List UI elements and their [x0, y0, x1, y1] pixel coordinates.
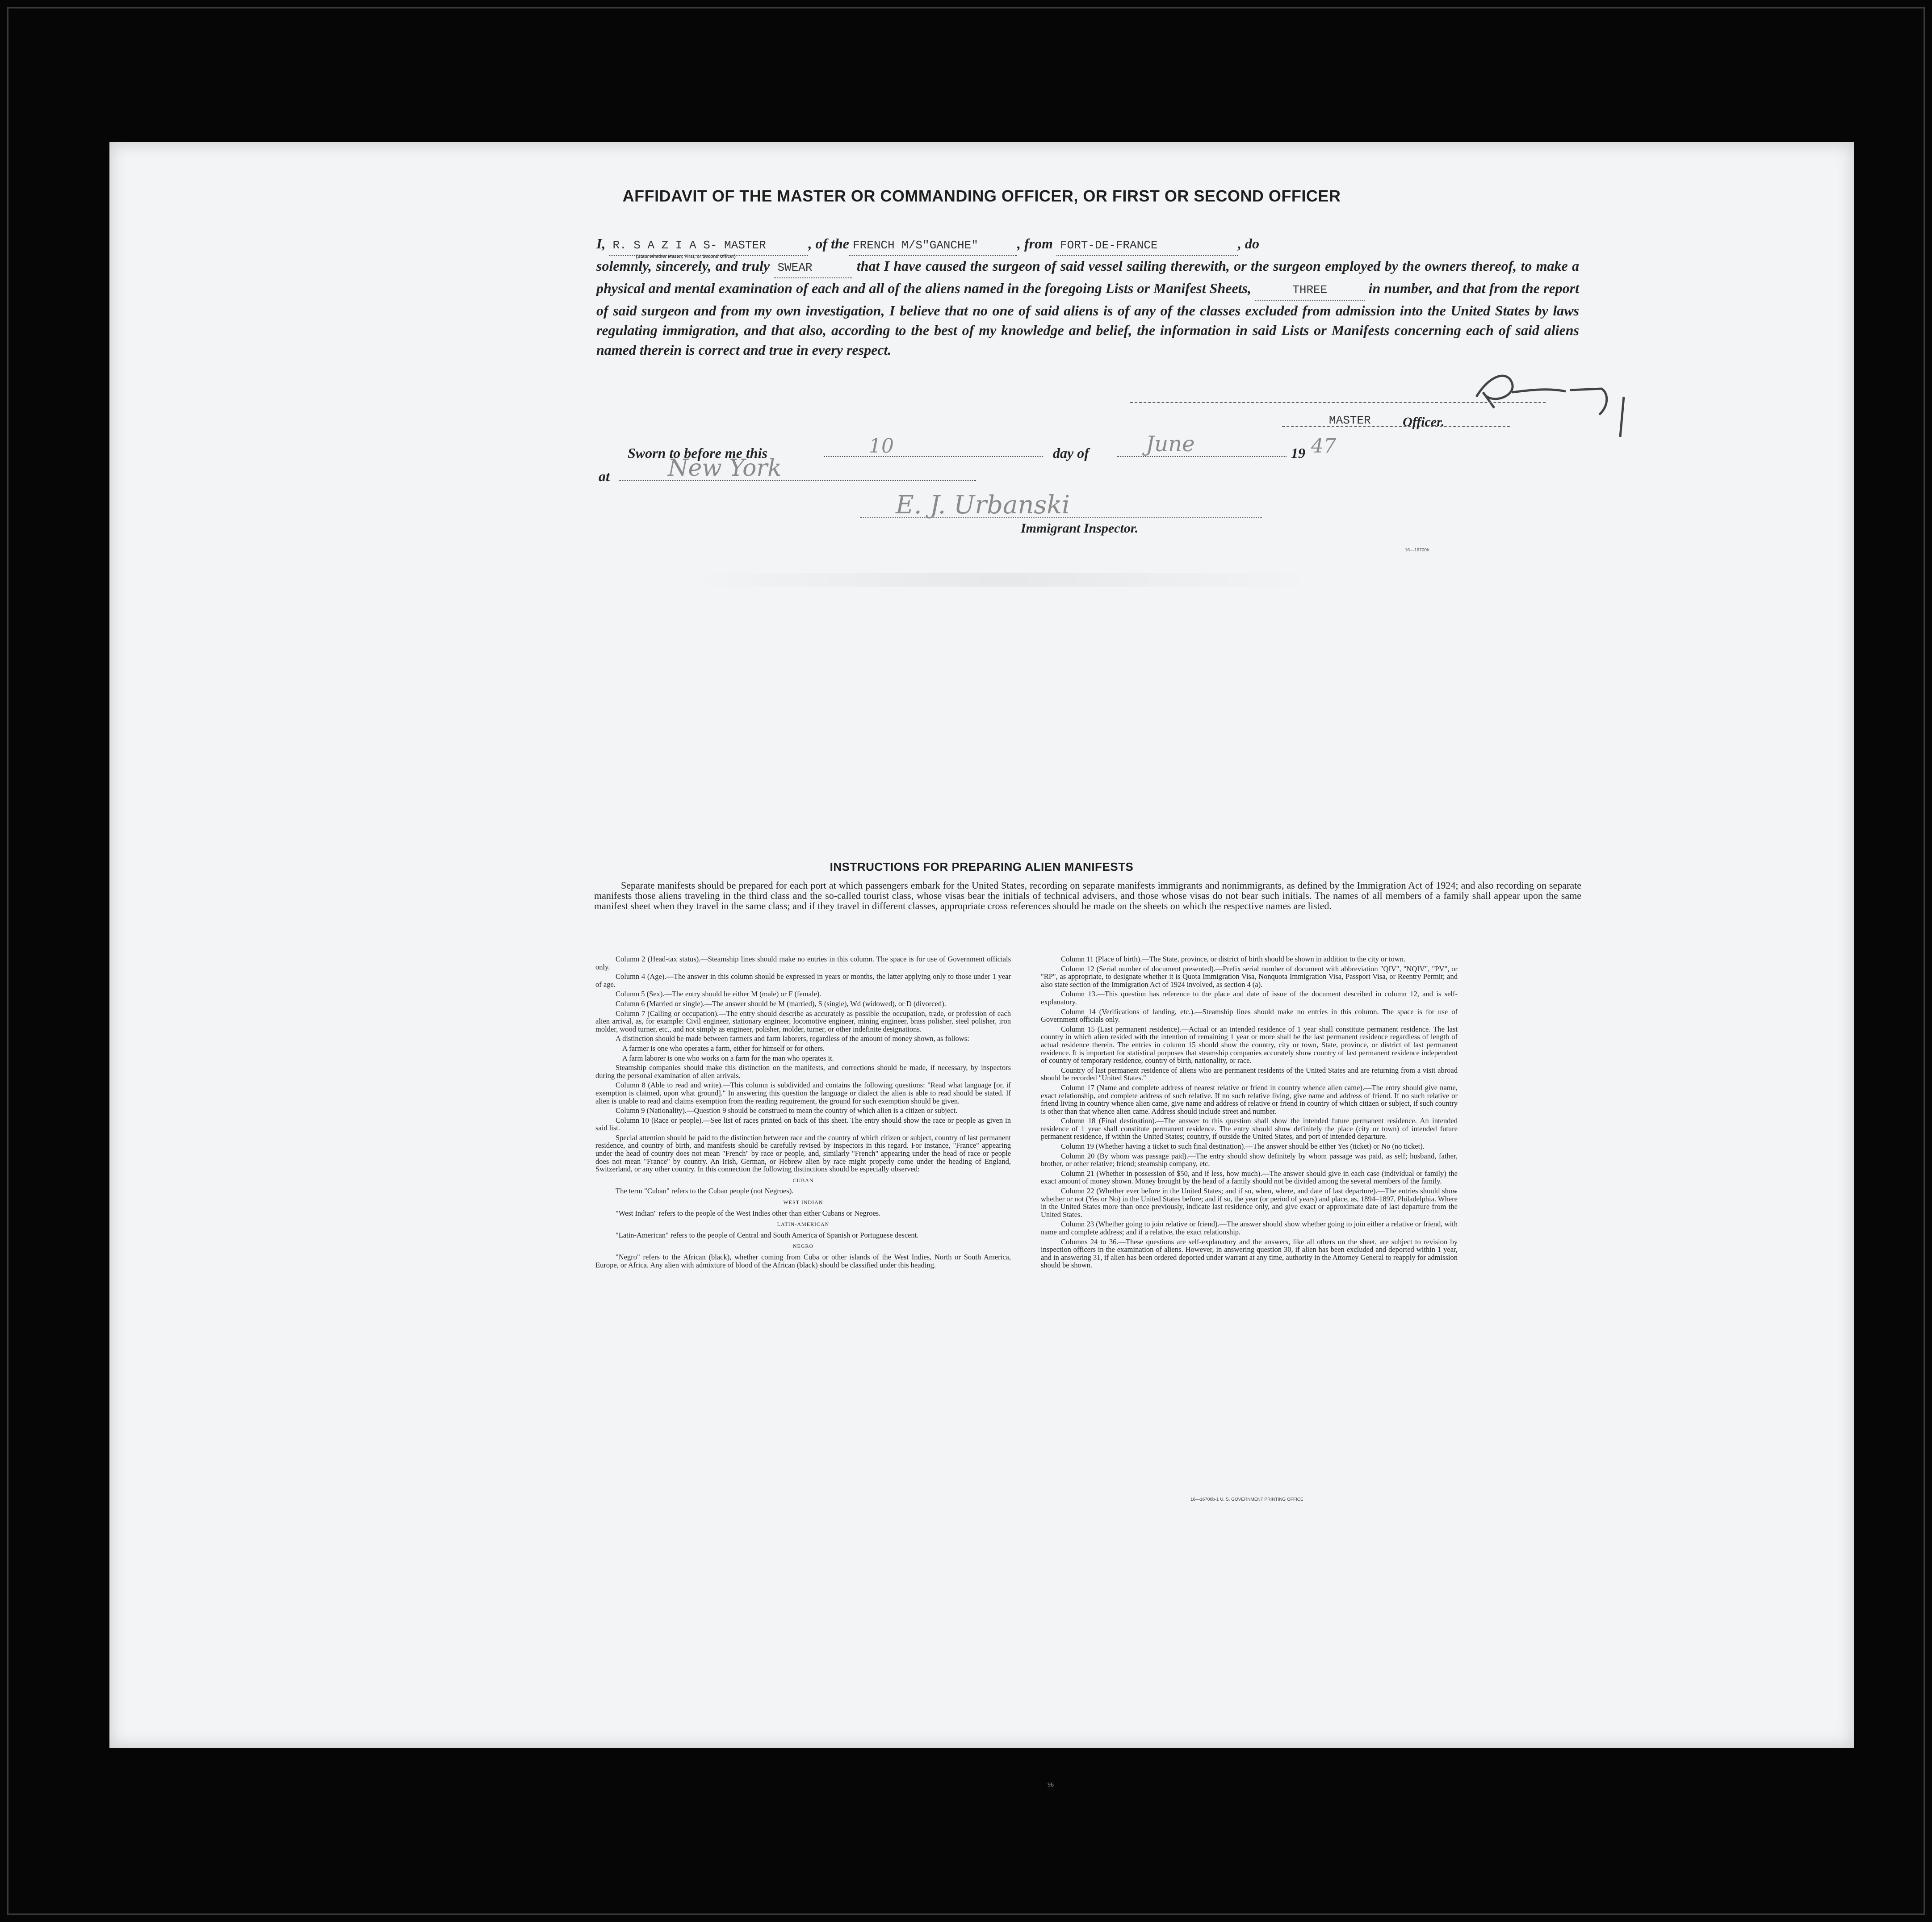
instructions-intro — [594, 880, 1581, 911]
inspector-signature: E. J. Urbanski — [896, 491, 1070, 520]
officer-line — [1282, 426, 1510, 427]
signature-line — [1130, 402, 1546, 403]
year-prefix-label: 19 — [1291, 445, 1305, 461]
column-instruction: Special attention should be paid to the distinction between race and the country of which citizen or subject, country of last permanent residence, and country of birth, and manifests should be carefully revised by inspectors in this regard. For instance, "France" appearing under the head of country does not mean "French" by race or people, and, similarly "French" appearing under the head of race or people does not mean "France" by country. An Irish, German, or Hebrew alien by race might properly come under the heading of England, Switzerland, or any other country. In this connection the following distinctions should be especially observed: — [595, 1133, 1011, 1174]
column-instruction: Column 18 (Final destination).—The answer to this question shall show the intended future permanent residence. An intended residence of 1 year shall constitute permanent residence. The entry should show definitely the place (city or town) of intended future permanent residence, if within the United States; country, if outside the United States, and port of intended departure. — [1041, 1116, 1458, 1141]
affidavit-word-i: I, — [596, 235, 606, 252]
month-field: June — [1146, 432, 1195, 457]
footer-form-number: 16—16700b-1 U. S. GOVERNMENT PRINTING OFFICE — [1190, 1497, 1303, 1502]
column-instruction: A distinction should be made between farmers and farm laborers, regardless of the amount of money shown, as follows: — [616, 1034, 969, 1043]
column-instruction: Column 8 (Able to read and write).—This column is subdivided and contains the following questions: "Read what language [or, if exemption is claimed, upon what ground]." In answering this question the language or dialect the alien is able to read should be stated. If alien is unable to read and claims exemption from the reading requirement, the ground for such exemption should be given. — [595, 1081, 1011, 1105]
place-field: New York — [668, 455, 782, 482]
officer-label: Officer. — [1403, 415, 1445, 429]
definition-heading: LATIN-AMERICAN — [777, 1221, 830, 1228]
column-instruction: Column 17 (Name and complete address of nearest relative or friend in country whence alien came).—The entry should give name, exact relationship, and complete address of such relative. If no such relative living, give name and address of friend. If no such relative or friend living in country whence alien came, give name and address of relative or friend in country of which citizen or subject, if such country is other than that whence alien came. Address should include street and number. — [1041, 1083, 1458, 1116]
column-instruction: A farm laborer is one who works on a farm for the man who operates it. — [622, 1053, 834, 1062]
definition-text: "West Indian" refers to the people of the West Indies other than either Cubans or Negroes. — [616, 1209, 881, 1217]
inspector-label: Immigrant Inspector. — [1021, 521, 1139, 536]
vessel-field: FRENCH M/S"GANCHE" — [849, 235, 1017, 256]
column-instruction: Column 20 (By whom was passage paid).—The entry should show definitely by whom passage was paid, as self; husband, father, brother, or other relative; friend; steamship company, etc. — [1041, 1151, 1458, 1168]
master-name-field: R. S A Z I A S- MASTER — [609, 235, 808, 256]
column-instruction: Column 10 (Race or people).—See list of races printed on back of this sheet. The entry should show the race or people as given in said list. — [595, 1116, 1011, 1133]
column-instruction: Column 7 (Calling or occupation).—The entry should describe as accurately as possible the occupation, trade, or profession of each alien arrival, as, for example: Civil engineer, stationary engineer, locomotive engineer, mining engineer, brass polisher, steel polisher, iron molder, wood turner, etc., and not simply as engineer, polisher, molder, turner, or other indefinite designations. — [595, 1009, 1011, 1033]
definition-heading: NEGRO — [792, 1243, 814, 1250]
sheet-count-field: THREE — [1255, 280, 1365, 301]
bleed-through — [690, 573, 1316, 587]
column-instruction: Columns 24 to 36.—These questions are self-explanatory and the answers, like all others on the sheet, are subject to revision by inspection officers in the examination of aliens. However, in answering question 30, if alien has been excluded and deported within 1 year, and in answering 31, if alien has been ordered deported under warrant at any time, authority in the Attorney General to reapply for admission should be shown. — [1041, 1237, 1458, 1270]
text-of-the: , of the — [808, 235, 849, 252]
definition-heading: WEST INDIAN — [783, 1199, 823, 1206]
column-instruction: Column 5 (Sex).—The entry should be either M (male) or F (female). — [616, 990, 821, 999]
day-of-label: day of — [1053, 445, 1089, 461]
column-instruction: Column 22 (Whether ever before in the United States; and if so, when, where, and date of last departure).—The entries should show whether or not (Yes or No) in the United States before; and if so, the year (or period of years) and place, as, 1894–1897, Philadelphia. Where in the United States more than once previously, indicate last residence only, and give exact or approximate date of last departure from the United States. — [1041, 1187, 1458, 1219]
text-solemnly: solemnly, sincerely, and truly — [596, 258, 770, 274]
column-instruction: Column 2 (Head-tax status).—Steamship lines should make no entries in this column. The space is for use of Government officials only. — [595, 955, 1011, 971]
column-instruction: Column 15 (Last permanent residence).—Actual or an intended residence of 1 year shall constitute permanent residence. The last country in which alien resided with the intention of remaining 1 year or more shall be the last permanent residence regardless of length of actual residence therein. The entries in column 15 should show the country, city or town, State, province, or district of last permanent residence. It is important for statistical purposes that steamship companies accurately show country of last permanent residence independent of country of temporary residence, country of birth, nationality, or race. — [1041, 1024, 1458, 1065]
sworn-label: Sworn to before me this — [628, 445, 767, 461]
intro-text: Separate manifests should be prepared for each port at which passengers embark for the United States, recording on separate manifests immigrants and nonimmigrants, as defined by the Immigration Act of 1924; and also recording on separate manifests those aliens traveling in the third class and the so-called tourist class, whose visas bear the initials of technical advisers, and those whose visas do not bear such initials. The names of all members of a family shall appear upon the same manifest sheet when they travel in the same class; and if they travel in different classes, appropriate cross references should be made on the sheets on which the respective names are listed. — [594, 880, 1581, 911]
affidavit-title: AFFIDAVIT OF THE MASTER OR COMMANDING OFFICER, OR FIRST OR SECOND OFFICER — [622, 187, 1341, 205]
day-line — [824, 456, 1043, 457]
column-instruction: Column 12 (Serial number of document presented).—Prefix serial number of document with abbreviation "QIV", "NQIV", "PV", or "RP", as appropriate, to designate whether it is Quota Immigration Visa, Nonquota Immigration Visa, Passport Visa, or Reentry Permit; and also state section of the Immigration Act of 1924 involved, as section 4 (a). — [1041, 964, 1458, 989]
column-instruction: Column 21 (Whether in possession of $50, and if less, how much).—The answer should give in each case (individual or family) the exact amount of money shown. Money brought by the head of a family should not be divided among the several members of the family. — [1041, 1169, 1458, 1186]
affidavit-paragraph — [596, 256, 1579, 360]
column-instruction: Steamship companies should make this distinction on the manifests, and corrections should be made, if necessary, by inspectors during the personal examination of alien arrivals. — [595, 1063, 1011, 1080]
form-number: 16—16700b — [1405, 548, 1429, 553]
column-instruction: Column 13.—This question has reference to the place and date of issue of the document described in column 12, and is self-explanatory. — [1041, 990, 1458, 1006]
instructions-right-column — [1041, 955, 1458, 1271]
column-instruction: Column 6 (Married or single).—The answer should be M (married), S (single), Wd (widowed), or D (divorced). — [616, 999, 946, 1008]
text-do: , do — [1238, 235, 1259, 252]
master-typed-label: MASTER — [1329, 414, 1371, 427]
at-label: at — [599, 468, 610, 484]
column-instruction: Column 9 (Nationality).—Question 9 should be construed to mean the country of which alien is a citizen or subject. — [616, 1106, 958, 1115]
affidavit-text-1: that I have caused the surgeon of said vessel sailing therewith, or the surgeon employed by the owners thereof, to make a physical and mental examination of each and all of the aliens named in the foregoing Lists or Manifest Sheets, — [596, 258, 1580, 296]
column-instruction: Column 23 (Whether going to join relative or friend).—The answer should show whether going to join either a relative or friend, with name and complete address; and if a relative, the exact relationship. — [1041, 1220, 1458, 1236]
definition-text: The term "Cuban" refers to the Cuban people (not Negroes). — [616, 1187, 794, 1196]
column-instruction: Column 11 (Place of birth).—The State, province, or district of birth should be shown in addition to the city or town. — [1061, 955, 1406, 963]
rank-caption: (State whether Master, First, or Second Officer) — [636, 254, 736, 259]
oath-field: SWEAR — [774, 258, 852, 278]
year-field: 47 — [1311, 435, 1336, 457]
definition-text: "Latin-American" refers to the people of Central and South America of Spanish or Portuguese descent. — [616, 1230, 919, 1239]
definition-text: "Negro" refers to the African (black), whether coming from Cuba or other islands of the West Indies, North or South America, Europe, or Africa. Any alien with admixture of blood of the African (black) should be classified under this heading. — [595, 1253, 1011, 1269]
affidavit-body — [596, 234, 1579, 360]
page-mark: 96 — [1048, 1782, 1054, 1788]
column-instruction: Column 19 (Whether having a ticket to such final destination).—The answer should be either Yes (ticket) or No (no ticket). — [1061, 1142, 1425, 1151]
column-instruction: Column 4 (Age).—The answer in this column should be expressed in years or months, the latter applying only to those under 1 year of age. — [595, 972, 1011, 989]
column-instruction: Column 14 (Verifications of landing, etc.).—Steamship lines should make no entries in this column. The space is for use of Government officials only. — [1041, 1007, 1458, 1024]
column-instruction: Country of last permanent residence of aliens who are permanent residents of the United States and are returning from a visit abroad should be recorded "United States." — [1041, 1066, 1458, 1083]
column-instruction: A farmer is one who operates a farm, either for himself or for others. — [622, 1044, 825, 1053]
affidavit-text-2: in number, and that from the report of said surgeon and from my own investigation, I believe that no one of said aliens is of any of the classes excluded from admission into the United States by laws regulating immigration, and that also, according to the best of my knowledge and belief, the information in said Lists or Manifests concerning each of said aliens named therein is correct and true in every respect. — [596, 280, 1580, 358]
instructions-left-column — [595, 955, 1011, 1271]
month-line — [1117, 456, 1287, 457]
departure-port-field: FORT-DE-FRANCE — [1056, 235, 1238, 256]
definition-heading: CUBAN — [792, 1177, 814, 1183]
instructions-title: INSTRUCTIONS FOR PREPARING ALIEN MANIFESTS — [830, 860, 1134, 873]
affidavit-line-1 — [596, 234, 1579, 259]
manifest-page — [109, 142, 1854, 1788]
text-from: , from — [1017, 235, 1053, 252]
day-field: 10 — [869, 435, 894, 457]
